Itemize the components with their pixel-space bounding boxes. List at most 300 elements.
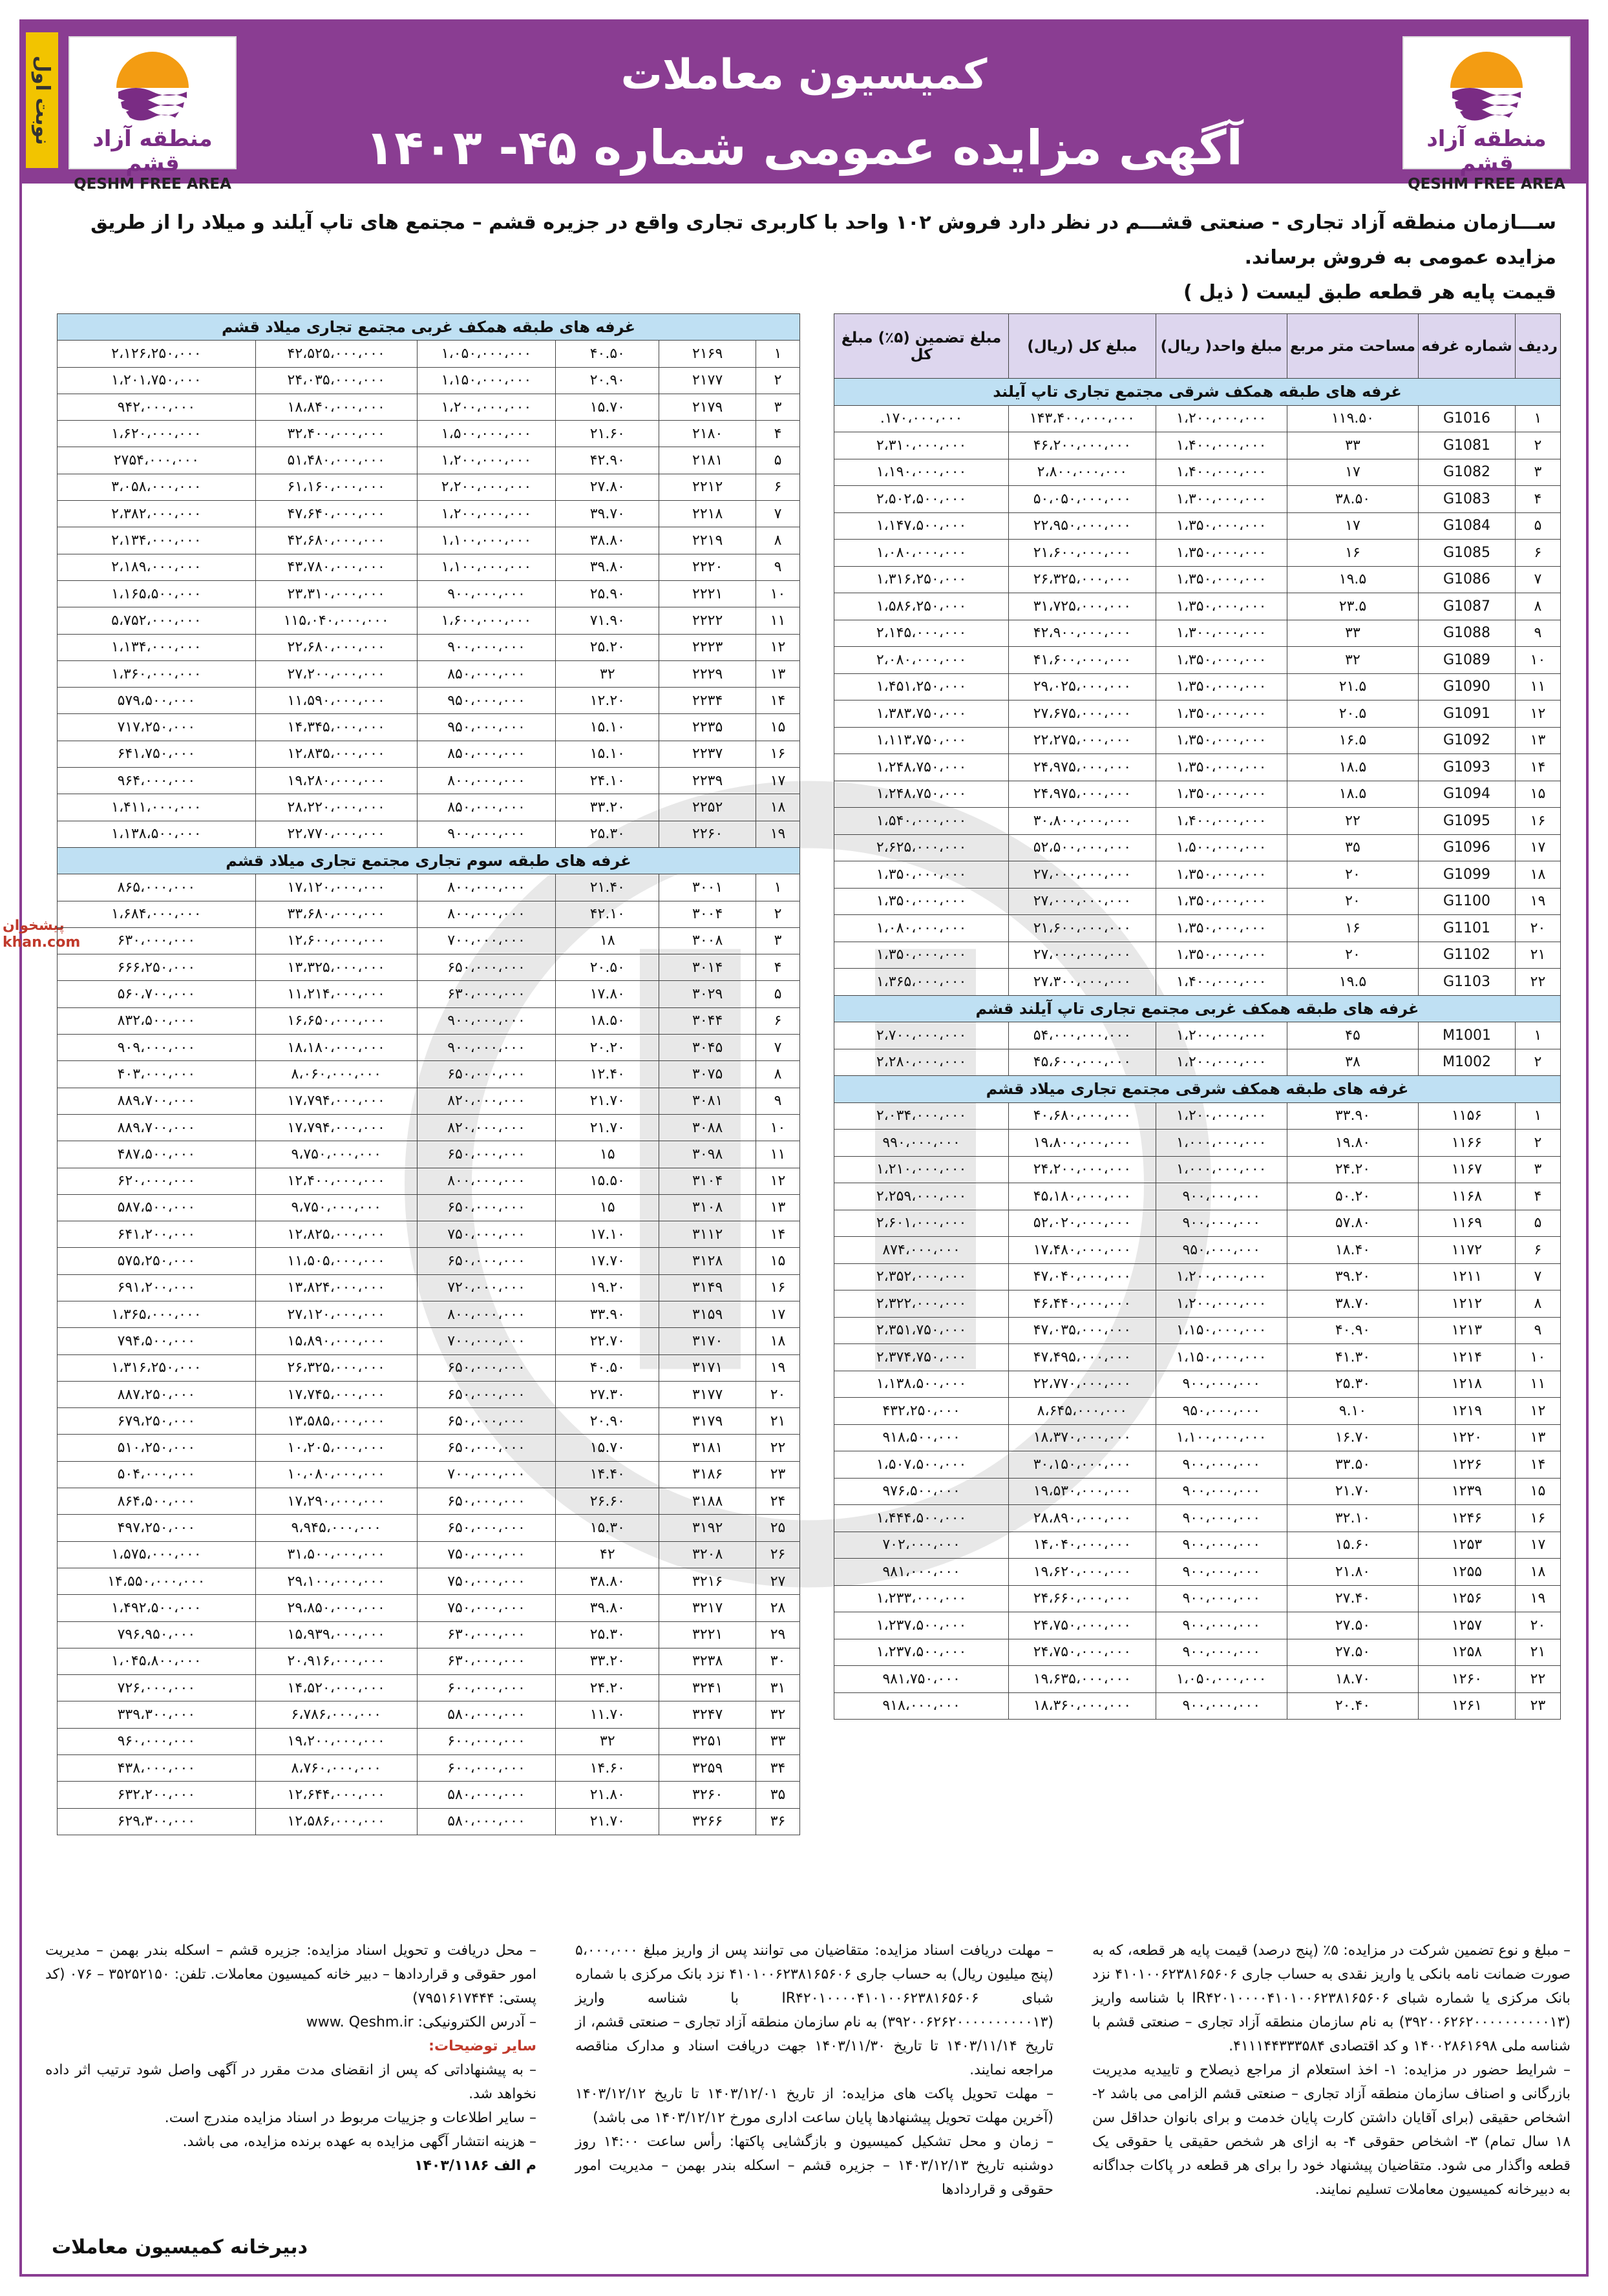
table-cell: ۱،۰۸۰،۰۰۰،۰۰۰ xyxy=(834,915,1009,942)
table-cell: ۹۰۰،۰۰۰،۰۰۰ xyxy=(1156,1505,1287,1532)
table-cell: ۹۰۰،۰۰۰،۰۰۰ xyxy=(1156,1478,1287,1505)
table-cell: ۱،۵۴۰،۰۰۰،۰۰۰ xyxy=(834,808,1009,835)
table-cell: ۱،۳۵۰،۰۰۰،۰۰۰ xyxy=(1156,781,1287,808)
table-cell: ۳۱۷۰ xyxy=(659,1328,756,1354)
col-header: ردیف xyxy=(1515,314,1560,379)
table-cell: ۵۸۰،۰۰۰،۰۰۰ xyxy=(417,1701,556,1728)
table-cell: ۲۲۵۲ xyxy=(659,794,756,821)
table-cell: ۸۰۰،۰۰۰،۰۰۰ xyxy=(417,874,556,901)
section-title: غرفه های طبقه همکف شرقی مجتمع تجاری میلاد قشم xyxy=(834,1076,1561,1103)
table-cell: ۱،۳۵۰،۰۰۰،۰۰۰ xyxy=(1156,942,1287,969)
table-cell: ۹۰۰،۰۰۰،۰۰۰ xyxy=(1156,1692,1287,1720)
table-cell: ۱۶،۶۵۰،۰۰۰،۰۰۰ xyxy=(255,1007,417,1034)
header-subtitle: آگهی مزایده عمومی شماره ۴۵- ۱۴۰۳ xyxy=(365,120,1243,176)
table-row xyxy=(834,512,1561,540)
table-row xyxy=(58,1515,800,1541)
header-title: کمیسیون معاملات xyxy=(620,51,988,99)
table-row xyxy=(834,1371,1561,1398)
table-cell: ۱،۵۰۰،۰۰۰،۰۰۰ xyxy=(1156,834,1287,861)
table-cell: ۴۷،۶۴۰،۰۰۰،۰۰۰ xyxy=(255,501,417,527)
table-cell: ۱۰ xyxy=(1515,647,1560,674)
table-row xyxy=(58,794,800,821)
footer-ref-code: م الف ۱۴۰۳/۱۱۸۶ xyxy=(414,2158,536,2174)
logo-right xyxy=(1402,36,1571,193)
table-cell: ۳۳۹،۳۰۰،۰۰۰ xyxy=(58,1701,256,1728)
table-cell: ۱،۴۵۱،۲۵۰،۰۰۰ xyxy=(834,673,1009,700)
table-cell: ۱۳،۸۲۴،۰۰۰،۰۰۰ xyxy=(255,1274,417,1301)
table-cell: ۲۴،۷۵۰،۰۰۰،۰۰۰ xyxy=(1009,1639,1156,1666)
table-cell: ۲۶.۶۰ xyxy=(556,1488,659,1515)
table-cell: ۱۸.۵ xyxy=(1287,781,1418,808)
table-cell: ۵۴،۰۰۰،۰۰۰،۰۰۰ xyxy=(1009,1022,1156,1049)
footer-subheading: سایر توضیحات: xyxy=(428,2038,536,2054)
table-row xyxy=(834,781,1561,808)
table-cell: ۱ xyxy=(1515,405,1560,432)
table-cell: ۱۵،۸۹۰،۰۰۰،۰۰۰ xyxy=(255,1328,417,1354)
table-cell: ۴۳،۷۸۰،۰۰۰،۰۰۰ xyxy=(255,554,417,580)
table-cell: ۱۵ xyxy=(756,714,800,741)
footer-paragraph: – سایر اطلاعات و جزییات مربوط در اسناد مزایده مندرج است. xyxy=(164,2110,536,2126)
table-cell: ۳۸.۵۰ xyxy=(1287,486,1418,513)
table-cell: ۱۹،۲۸۰،۰۰۰،۰۰۰ xyxy=(255,768,417,794)
table-cell: ۲،۷۰۰،۰۰۰،۰۰۰ xyxy=(834,1022,1009,1049)
col-header: مساحت متر مربع xyxy=(1287,314,1418,379)
table-cell: ۳۸.۸۰ xyxy=(556,1568,659,1594)
footer-paragraph: – مبلغ و نوع تضمین شرکت در مزایده: ۵٪ (پنج درصد) قیمت پایه هر قطعه، که به صورت ضمانت نامه بانکی یا واریز نقدی به حساب جاری ۴۱۰۱۰۰۶۲۳۸۱۶۵۶۰۶ نزد بانک مرکزی یا شماره شبای IR۴۲۰۱۰۰۰۰۴۱۰۱۰۰۶۲۳۸۱۶۵۶۰۶ با شناسه واریز (۳۹۲۰۰۶۲۶۲۰۰۰۰۰۰۰۰۰۰۱۳) به نام سازمان منطقه آزاد تجاری – صنعتی قشم با شناسه ملی ۱۴۰۰۲۸۶۱۶۹۸ و کد اقتصادی ۴۱۱۱۴۴۳۳۳۵۸۴. xyxy=(1092,1943,1571,2054)
left-price-table xyxy=(57,313,800,1835)
table-cell: ۴۸۷،۵۰۰،۰۰۰ xyxy=(58,1141,256,1168)
footer-terms xyxy=(39,1939,1571,2229)
table-row xyxy=(834,888,1561,915)
table-row xyxy=(58,580,800,607)
table-cell: ۱،۲۴۸،۷۵۰،۰۰۰ xyxy=(834,754,1009,781)
header-banner xyxy=(22,22,1586,193)
table-cell: ۷۹۶،۹۵۰،۰۰۰ xyxy=(58,1621,256,1648)
table-cell: ۲۵.۹۰ xyxy=(556,580,659,607)
table-cell: ۱۶ xyxy=(1287,540,1418,567)
table-cell: ۶۳۰،۰۰۰،۰۰۰ xyxy=(417,1621,556,1648)
table-cell: ۴۷،۰۴۰،۰۰۰،۰۰۰ xyxy=(1009,1263,1156,1290)
table-row xyxy=(834,432,1561,459)
table-cell: ۹۰۰،۰۰۰،۰۰۰ xyxy=(1156,1612,1287,1639)
table-cell: ۱،۴۱۱،۰۰۰،۰۰۰ xyxy=(58,794,256,821)
table-cell: ۱۶ xyxy=(1287,915,1418,942)
table-cell: ۸۸۹،۷۰۰،۰۰۰ xyxy=(58,1114,256,1141)
table-row xyxy=(834,1210,1561,1237)
table-cell: ۵۲،۵۰۰،۰۰۰،۰۰۰ xyxy=(1009,834,1156,861)
table-cell: G1101 xyxy=(1419,915,1516,942)
table-cell: ۲۷،۰۰۰،۰۰۰،۰۰۰ xyxy=(1009,888,1156,915)
table-cell: ۱۹.۵ xyxy=(1287,969,1418,996)
table-cell: ۶۵۰،۰۰۰،۰۰۰ xyxy=(417,1408,556,1435)
table-cell: ۳۴ xyxy=(756,1755,800,1782)
table-cell: ۱۹.۲۰ xyxy=(556,1274,659,1301)
table-cell: ۳۱۷۱ xyxy=(659,1354,756,1381)
table-cell: ۱۵.۶۰ xyxy=(1287,1532,1418,1559)
table-row xyxy=(58,1301,800,1327)
table-cell: ۲۱.۷۰ xyxy=(1287,1478,1418,1505)
table-cell: ۳۲۴۷ xyxy=(659,1701,756,1728)
table-cell: ۱۱۷۲ xyxy=(1419,1237,1516,1264)
table-cell: ۱۵.۵۰ xyxy=(556,1168,659,1194)
table-cell: ۱۲۵۸ xyxy=(1419,1639,1516,1666)
table-cell: ۱،۳۵۰،۰۰۰،۰۰۰ xyxy=(1156,861,1287,889)
table-cell: ۵۰،۰۵۰،۰۰۰،۰۰۰ xyxy=(1009,486,1156,513)
table-row xyxy=(834,1424,1561,1451)
table-cell: ۱۹.۸۰ xyxy=(1287,1130,1418,1157)
table-row xyxy=(58,1354,800,1381)
table-cell: ۸۳۲،۵۰۰،۰۰۰ xyxy=(58,1007,256,1034)
table-cell: ۹۰۰،۰۰۰،۰۰۰ xyxy=(1156,1532,1287,1559)
table-cell: ۹۶۰،۰۰۰،۰۰۰ xyxy=(58,1728,256,1754)
table-cell: ۸ xyxy=(756,1061,800,1088)
table-cell: ۶ xyxy=(1515,1237,1560,1264)
table-cell: ۱۸ xyxy=(1515,861,1560,889)
table-cell: ۱۱ xyxy=(1515,673,1560,700)
table-row xyxy=(58,1595,800,1621)
table-cell: ۲۱.۷۰ xyxy=(556,1808,659,1835)
col-header: مبلغ واحد( ریال) xyxy=(1156,314,1287,379)
table-row xyxy=(58,1274,800,1301)
table-row xyxy=(834,1639,1561,1666)
table-cell: ۴۶،۲۰۰،۰۰۰،۰۰۰ xyxy=(1009,432,1156,459)
table-cell: ۱۲،۸۳۵،۰۰۰،۰۰۰ xyxy=(255,741,417,767)
table-cell: ۱۱،۵۹۰،۰۰۰،۰۰۰ xyxy=(255,688,417,714)
table-cell: ۱۲۲۰ xyxy=(1419,1424,1516,1451)
table-cell: ۱۶.۷۰ xyxy=(1287,1424,1418,1451)
table-cell: ۹،۷۵۰،۰۰۰،۰۰۰ xyxy=(255,1141,417,1168)
table-cell: ۲،۳۷۴،۷۵۰،۰۰۰ xyxy=(834,1344,1009,1371)
table-cell: ۳۱۰۴ xyxy=(659,1168,756,1194)
table-cell: ۱۸.۴۰ xyxy=(1287,1237,1418,1264)
section-title: غرفه های طبقه همکف شرقی مجتمع تجاری تاپ آیلند xyxy=(834,379,1561,406)
table-cell: ۲۹،۸۵۰،۰۰۰،۰۰۰ xyxy=(255,1595,417,1621)
table-cell: ۴۵ xyxy=(1287,1022,1418,1049)
table-cell: ۹۱۸،۵۰۰،۰۰۰ xyxy=(834,1424,1009,1451)
table-cell: ۸،۷۶۰،۰۰۰،۰۰۰ xyxy=(255,1755,417,1782)
table-cell: ۲ xyxy=(1515,1130,1560,1157)
table-row xyxy=(834,969,1561,996)
table-cell: G1083 xyxy=(1419,486,1516,513)
table-cell: ۱۵ xyxy=(756,1248,800,1274)
table-cell: ۱۵،۹۳۹،۰۰۰،۰۰۰ xyxy=(255,1621,417,1648)
table-cell: ۱۴۳،۴۰۰،۰۰۰،۰۰۰ xyxy=(1009,405,1156,432)
table-cell: ۲۰ xyxy=(756,1381,800,1407)
table-cell: ۲۱۸۰ xyxy=(659,421,756,447)
table-cell: ۲۱ xyxy=(756,1408,800,1435)
table-cell: ۳۲ xyxy=(556,1728,659,1754)
table-cell: ۳۰۷۵ xyxy=(659,1061,756,1088)
table-cell: ۲۶،۳۲۵،۰۰۰،۰۰۰ xyxy=(1009,566,1156,593)
table-row xyxy=(834,620,1561,647)
table-cell: ۱،۳۱۶،۲۵۰،۰۰۰ xyxy=(834,566,1009,593)
table-cell: ۷۱۷،۲۵۰،۰۰۰ xyxy=(58,714,256,741)
table-cell: ۵۱،۴۸۰،۰۰۰،۰۰۰ xyxy=(255,447,417,474)
qeshm-logo-icon xyxy=(111,47,195,124)
table-cell: ۳۲،۴۰۰،۰۰۰،۰۰۰ xyxy=(255,421,417,447)
table-cell: ۲۷،۰۰۰،۰۰۰،۰۰۰ xyxy=(1009,861,1156,889)
table-cell: ۱۱۶۹ xyxy=(1419,1210,1516,1237)
table-cell: ۹۵۰،۰۰۰،۰۰۰ xyxy=(1156,1237,1287,1264)
table-cell: ۱۲.۲۰ xyxy=(556,688,659,714)
table-cell: ۲۱،۶۰۰،۰۰۰،۰۰۰ xyxy=(1009,540,1156,567)
footer-paragraph: – محل دریافت و تحویل اسناد مزایده: جزیره قشم – اسکله بندر بهمن – مدیریت امور حقوقی و قراردادها – دبیر خانه کمیسیون معاملات. تلفن: ۳۵۲۵۲۱۵۰ – ۰۷۶ (کد پستی: ۷۹۵۱۶۱۷۴۴۴) xyxy=(45,1943,536,2006)
table-row xyxy=(58,1808,800,1835)
table-cell: ۱،۲۳۳،۰۰۰،۰۰۰ xyxy=(834,1585,1009,1612)
table-cell: ۴ xyxy=(1515,486,1560,513)
table-cell: ۱۸ xyxy=(756,794,800,821)
table-cell: ۳۲ xyxy=(556,660,659,687)
table-cell: G1094 xyxy=(1419,781,1516,808)
table-cell: ۱۶ xyxy=(1515,808,1560,835)
table-row xyxy=(834,1585,1561,1612)
table-cell: ۱۵.۷۰ xyxy=(556,394,659,420)
table-cell: ۱،۶۸۴،۰۰۰،۰۰۰ xyxy=(58,901,256,927)
table-cell: ۳ xyxy=(756,394,800,420)
table-row xyxy=(834,486,1561,513)
table-cell: ۱۶.۵ xyxy=(1287,727,1418,754)
table-cell: ۳۱۴۹ xyxy=(659,1274,756,1301)
table-cell: ۲۱۷۷ xyxy=(659,367,756,394)
table-cell: ۲۳،۳۱۰،۰۰۰،۰۰۰ xyxy=(255,580,417,607)
table-cell: ۲۷.۵۰ xyxy=(1287,1612,1418,1639)
table-cell: ۳،۰۵۸،۰۰۰،۰۰۰ xyxy=(58,474,256,500)
table-cell: ۲۷،۳۰۰،۰۰۰،۰۰۰ xyxy=(1009,969,1156,996)
table-cell: ۱۲۱۴ xyxy=(1419,1344,1516,1371)
table-cell: ۳۳.۲۰ xyxy=(556,1648,659,1674)
table-cell: ۳۱،۷۲۵،۰۰۰،۰۰۰ xyxy=(1009,593,1156,620)
table-cell: ۹۰۰،۰۰۰،۰۰۰ xyxy=(417,1007,556,1034)
table-cell: ۱۴ xyxy=(756,688,800,714)
table-cell: ۱،۱۳۸،۵۰۰،۰۰۰ xyxy=(834,1371,1009,1398)
table-cell: ۱،۰۸۰،۰۰۰،۰۰۰ xyxy=(834,540,1009,567)
table-cell: M1001 xyxy=(1419,1022,1516,1049)
table-cell: ۸،۰۶۰،۰۰۰،۰۰۰ xyxy=(255,1061,417,1088)
table-cell: ۲،۳۱۰،۰۰۰،۰۰۰ xyxy=(834,432,1009,459)
table-cell: ۶۵۰،۰۰۰،۰۰۰ xyxy=(417,1515,556,1541)
section-header-row xyxy=(58,314,800,341)
table-cell: ۱،۵۷۵،۰۰۰،۰۰۰ xyxy=(58,1541,256,1568)
table-cell: ۱۶ xyxy=(1515,1505,1560,1532)
table-row xyxy=(58,660,800,687)
table-cell: G1099 xyxy=(1419,861,1516,889)
table-cell: ۲۱۸۱ xyxy=(659,447,756,474)
table-cell: ۳۲.۱۰ xyxy=(1287,1505,1418,1532)
table-cell: ۱۲۱۹ xyxy=(1419,1398,1516,1425)
table-cell: ۱۱،۲۱۴،۰۰۰،۰۰۰ xyxy=(255,981,417,1007)
table-cell: G1103 xyxy=(1419,969,1516,996)
table-cell: ۱۷،۷۴۵،۰۰۰،۰۰۰ xyxy=(255,1381,417,1407)
table-cell: ۱،۱۵۰،۰۰۰،۰۰۰ xyxy=(1156,1344,1287,1371)
table-row xyxy=(58,367,800,394)
table-row xyxy=(58,1007,800,1034)
table-row xyxy=(58,1488,800,1515)
table-cell: ۸۵۰،۰۰۰،۰۰۰ xyxy=(417,660,556,687)
table-cell: ۱۷،۷۹۴،۰۰۰،۰۰۰ xyxy=(255,1114,417,1141)
table-cell: ۴۲.۱۰ xyxy=(556,901,659,927)
table-cell: ۱،۱۴۷،۵۰۰،۰۰۰ xyxy=(834,512,1009,540)
table-cell: ۱۱۶۶ xyxy=(1419,1130,1516,1157)
table-row xyxy=(58,1461,800,1488)
table-row xyxy=(834,1130,1561,1157)
footer-paragraph: – مهلت تحویل پاکت های مزایده: از تاریخ ۱۴۰۳/۱۲/۰۱ تا تاریخ ۱۴۰۳/۱۲/۱۲ (آخرین مهلت تحویل پیشنهادها پایان ساعت اداری مورخ ۱۴۰۳/۱۲/۱۲ می باشد) xyxy=(575,2086,1054,2126)
table-cell: ۱،۲۰۰،۰۰۰،۰۰۰ xyxy=(417,394,556,420)
table-cell: ۳۱۸۸ xyxy=(659,1488,756,1515)
table-cell: ۱،۳۶۰،۰۰۰،۰۰۰ xyxy=(58,660,256,687)
table-cell: ۲۲،۹۵۰،۰۰۰،۰۰۰ xyxy=(1009,512,1156,540)
table-row xyxy=(58,954,800,981)
notice-tag: نوبت اول xyxy=(26,32,58,168)
table-cell: ۱۸ xyxy=(1515,1559,1560,1586)
table-cell: ۳۲۴۱ xyxy=(659,1675,756,1701)
table-cell: ۴۰.۵۰ xyxy=(556,1354,659,1381)
table-cell: ۱،۳۵۰،۰۰۰،۰۰۰ xyxy=(1156,754,1287,781)
table-cell: ۱۹ xyxy=(756,821,800,847)
table-cell: ۸۷۴،۰۰۰،۰۰۰ xyxy=(834,1237,1009,1264)
table-cell: ۱۵.۷۰ xyxy=(556,1435,659,1461)
table-cell: ۱،۱۹۰،۰۰۰،۰۰۰ xyxy=(834,459,1009,486)
table-cell: ۱۲۴۶ xyxy=(1419,1505,1516,1532)
table-cell: ۲،۱۴۵،۰۰۰،۰۰۰ xyxy=(834,620,1009,647)
table-cell: ۱۰ xyxy=(756,1114,800,1141)
table-cell: ۲۰.۹۰ xyxy=(556,1408,659,1435)
table-cell: ۲،۳۸۲،۰۰۰،۰۰۰ xyxy=(58,501,256,527)
table-cell: ۱،۳۵۰،۰۰۰،۰۰۰ xyxy=(834,942,1009,969)
table-row xyxy=(58,741,800,767)
table-cell: ۱۷،۲۹۰،۰۰۰،۰۰۰ xyxy=(255,1488,417,1515)
table-cell: ۵۰۴،۰۰۰،۰۰۰ xyxy=(58,1461,256,1488)
table-cell: ۲۷،۱۲۰،۰۰۰،۰۰۰ xyxy=(255,1301,417,1327)
table-cell: ۶۳۲،۲۰۰،۰۰۰ xyxy=(58,1782,256,1808)
table-cell: ۳۱۷۹ xyxy=(659,1408,756,1435)
table-cell: ۱،۲۰۱،۷۵۰،۰۰۰ xyxy=(58,367,256,394)
table-cell: ۲۲۱۲ xyxy=(659,474,756,500)
table-cell: ۳۲۵۱ xyxy=(659,1728,756,1754)
table-cell: ۱۸ xyxy=(756,1328,800,1354)
table-row xyxy=(58,1194,800,1221)
table-cell: ۱۵ xyxy=(556,1141,659,1168)
table-cell: ۹،۷۵۰،۰۰۰،۰۰۰ xyxy=(255,1194,417,1221)
table-cell: ۹۰۰،۰۰۰،۰۰۰ xyxy=(417,634,556,660)
table-cell: ۲۲۱۹ xyxy=(659,527,756,554)
table-cell: ۱،۲۰۰،۰۰۰،۰۰۰ xyxy=(1156,1049,1287,1076)
section-title: غرفه های طبقه همکف غربی مجتمع تجاری میلاد قشم xyxy=(58,314,800,341)
table-cell: ۱۷.۸۰ xyxy=(556,981,659,1007)
table-cell: ۲۰.۲۰ xyxy=(556,1035,659,1061)
table-cell: ۲۲۲۹ xyxy=(659,660,756,687)
table-cell: ۳۰۸۱ xyxy=(659,1088,756,1114)
table-cell: ۱۸.۵ xyxy=(1287,754,1418,781)
table-cell: ۲۲،۷۷۰،۰۰۰،۰۰۰ xyxy=(255,821,417,847)
table-cell: ۸۲۰،۰۰۰،۰۰۰ xyxy=(417,1088,556,1114)
table-cell: ۱،۳۵۰،۰۰۰،۰۰۰ xyxy=(1156,647,1287,674)
table-cell: ۵۷۹،۵۰۰،۰۰۰ xyxy=(58,688,256,714)
table-cell: ۹۰۰،۰۰۰،۰۰۰ xyxy=(1156,1559,1287,1586)
table-cell: ۲۲۳۴ xyxy=(659,688,756,714)
table-row xyxy=(58,527,800,554)
side-watermark-line-2: khan.com xyxy=(3,934,81,951)
table-row xyxy=(58,554,800,580)
table-cell: ۱۴ xyxy=(1515,1451,1560,1479)
table-row xyxy=(58,394,800,420)
table-cell: ۲۲.۷۰ xyxy=(556,1328,659,1354)
table-cell: G1090 xyxy=(1419,673,1516,700)
table-cell: ۱،۱۰۰،۰۰۰،۰۰۰ xyxy=(1156,1424,1287,1451)
table-cell: ۸۸۷،۲۵۰،۰۰۰ xyxy=(58,1381,256,1407)
table-row xyxy=(58,1648,800,1674)
table-cell: ۱۱۵۶ xyxy=(1419,1102,1516,1130)
table-cell: ۱۴.۴۰ xyxy=(556,1461,659,1488)
table-cell: ۲ xyxy=(756,901,800,927)
table-cell: ۸۰۰،۰۰۰،۰۰۰ xyxy=(417,1301,556,1327)
table-row xyxy=(58,927,800,954)
footer-col-middle xyxy=(575,1939,1053,2202)
table-cell: ۱۹ xyxy=(1515,888,1560,915)
table-cell: ۳۰،۸۰۰،۰۰۰،۰۰۰ xyxy=(1009,808,1156,835)
table-cell: ۲۱.۸۰ xyxy=(1287,1559,1418,1586)
table-cell: ۱،۳۰۰،۰۰۰،۰۰۰ xyxy=(1156,486,1287,513)
table-cell: ۲۲ xyxy=(1515,1666,1560,1693)
table-cell: ۲،۳۵۲،۰۰۰،۰۰۰ xyxy=(834,1263,1009,1290)
table-cell: ۳۲۶۶ xyxy=(659,1808,756,1835)
table-cell: ۱۷،۷۹۴،۰۰۰،۰۰۰ xyxy=(255,1088,417,1114)
table-cell: ۱ xyxy=(756,341,800,367)
table-cell: ۶۵۰،۰۰۰،۰۰۰ xyxy=(417,1061,556,1088)
table-cell: G1087 xyxy=(1419,593,1516,620)
table-cell: ۳۲۲۱ xyxy=(659,1621,756,1648)
table-cell: ۱۲ xyxy=(1515,1398,1560,1425)
table-cell: ۱۱ xyxy=(756,607,800,634)
table-cell: ۹۰۰،۰۰۰،۰۰۰ xyxy=(1156,1371,1287,1398)
table-cell: ۲ xyxy=(1515,432,1560,459)
table-cell: ۱۱،۵۰۵،۰۰۰،۰۰۰ xyxy=(255,1248,417,1274)
footer-paragraph: – به پیشنهاداتی که پس از انقضای مدت مقرر در آگهی واصل شود ترتیب اثر داده نخواهد شد. xyxy=(45,2062,536,2102)
table-cell: G1016 xyxy=(1419,405,1516,432)
table-cell: ۴۰،۶۸۰،۰۰۰،۰۰۰ xyxy=(1009,1102,1156,1130)
table-cell: ۳۱،۵۰۰،۰۰۰،۰۰۰ xyxy=(255,1541,417,1568)
table-cell: ۱۲۵۳ xyxy=(1419,1532,1516,1559)
table-cell: G1091 xyxy=(1419,700,1516,728)
table-row xyxy=(834,1478,1561,1505)
table-cell: ۱۷ xyxy=(756,1301,800,1327)
table-row xyxy=(834,727,1561,754)
table-cell: ۱۲۱۸ xyxy=(1419,1371,1516,1398)
table-cell: ۳۸ xyxy=(1287,1049,1418,1076)
table-cell: ۳۳.۹۰ xyxy=(556,1301,659,1327)
table-row xyxy=(58,1168,800,1194)
table-cell: ۱،۱۵۰،۰۰۰،۰۰۰ xyxy=(417,367,556,394)
logo-text-fa: منطقه آزاد قشم xyxy=(1426,126,1547,176)
table-cell: ۳۲۵۹ xyxy=(659,1755,756,1782)
table-cell: ۲۷.۸۰ xyxy=(556,474,659,500)
table-cell: ۵،۷۵۲،۰۰۰،۰۰۰ xyxy=(58,607,256,634)
table-cell: ۲۱.۶۰ xyxy=(556,421,659,447)
table-cell: ۹۵۰،۰۰۰،۰۰۰ xyxy=(1156,1398,1287,1425)
table-cell: ۱۷ xyxy=(1287,512,1418,540)
table-cell: ۴۷،۰۳۵،۰۰۰،۰۰۰ xyxy=(1009,1317,1156,1344)
table-cell: ۳۲ xyxy=(756,1701,800,1728)
table-cell: ۱۸.۷۰ xyxy=(1287,1666,1418,1693)
table-cell: ۶۳۰،۰۰۰،۰۰۰ xyxy=(58,927,256,954)
table-cell: ۱،۶۰۰،۰۰۰،۰۰۰ xyxy=(417,607,556,634)
table-cell: ۴۹۷،۲۵۰،۰۰۰ xyxy=(58,1515,256,1541)
table-row xyxy=(58,821,800,847)
table-cell: ۹،۹۴۵،۰۰۰،۰۰۰ xyxy=(255,1515,417,1541)
table-cell: ۲۵ xyxy=(756,1515,800,1541)
table-cell: ۳۲۳۸ xyxy=(659,1648,756,1674)
table-cell: ۲۲۲۰ xyxy=(659,554,756,580)
table-cell: ۱،۳۵۰،۰۰۰،۰۰۰ xyxy=(834,861,1009,889)
